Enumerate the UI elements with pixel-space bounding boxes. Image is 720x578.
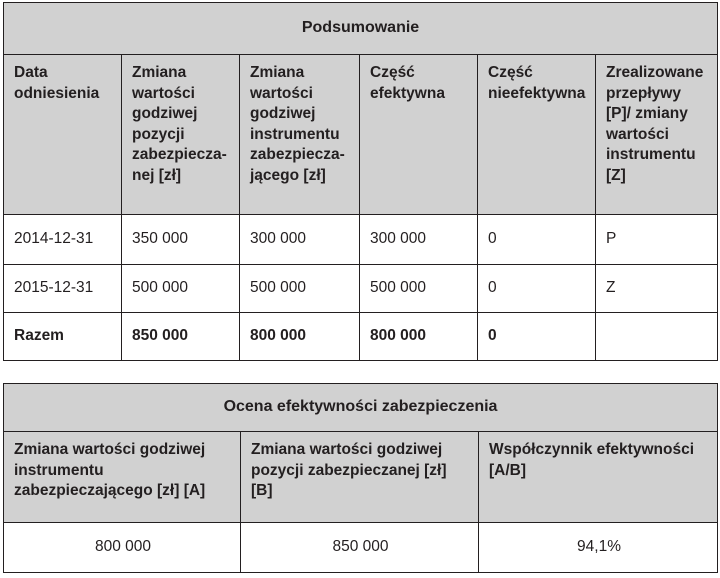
col-header-ineffective-part: Część nieefektywna [478, 55, 596, 215]
col-header-instrument-change-a: Zmiana wartości godziwej instrumentu zabezpieczającego [zł] [A] [4, 432, 241, 523]
col-header-effectiveness-ratio: Współczynnik efektywności [A/B] [479, 432, 718, 523]
value-b: 850 000 [241, 523, 479, 573]
col-header-date: Data odniesienia [4, 55, 122, 215]
col-header-hedged-item-change: Zmiana wartości godziwej pozycji zabezpiecza- nej [zł] [122, 55, 240, 215]
effectiveness-table [3, 383, 718, 573]
table-row [4, 215, 718, 265]
effectiveness-title: Ocena efektywności zabezpieczenia [4, 384, 718, 432]
total-flow-type [596, 313, 718, 361]
value-a: 800 000 [4, 523, 241, 573]
cell-flow-type: P [596, 215, 718, 265]
total-ineffective: 0 [478, 313, 596, 361]
cell-hedged-item-change: 500 000 [122, 265, 240, 313]
cell-ineffective: 0 [478, 215, 596, 265]
col-header-hedged-item-change-b: Zmiana wartości godziwej pozycji zabezpieczanej [zł] [B] [241, 432, 479, 523]
value-ratio: 94,1% [479, 523, 718, 573]
total-row [4, 313, 718, 361]
cell-effective: 500 000 [360, 265, 478, 313]
cell-instrument-change: 300 000 [240, 215, 360, 265]
cell-flow-type: Z [596, 265, 718, 313]
col-header-hedging-instrument-change: Zmiana wartości godziwej instrumentu zabezpiecza- jącego [zł] [240, 55, 360, 215]
col-header-effective-part: Część efektywna [360, 55, 478, 215]
summary-header-row [4, 55, 718, 215]
cell-date: 2014-12-31 [4, 215, 122, 265]
cell-effective: 300 000 [360, 215, 478, 265]
table-row [4, 265, 718, 313]
cell-ineffective: 0 [478, 265, 596, 313]
summary-title: Podsumowanie [4, 3, 718, 55]
total-effective: 800 000 [360, 313, 478, 361]
cell-hedged-item-change: 350 000 [122, 215, 240, 265]
effectiveness-header-row [4, 432, 718, 523]
total-label: Razem [4, 313, 122, 361]
cell-date: 2015-12-31 [4, 265, 122, 313]
total-instrument-change: 800 000 [240, 313, 360, 361]
total-hedged-item-change: 850 000 [122, 313, 240, 361]
table-row [4, 523, 718, 573]
col-header-realized-flows: Zrealizowane przepływy [P]/ zmiany wartości instrumentu [Z] [596, 55, 718, 215]
cell-instrument-change: 500 000 [240, 265, 360, 313]
summary-table [3, 2, 718, 361]
